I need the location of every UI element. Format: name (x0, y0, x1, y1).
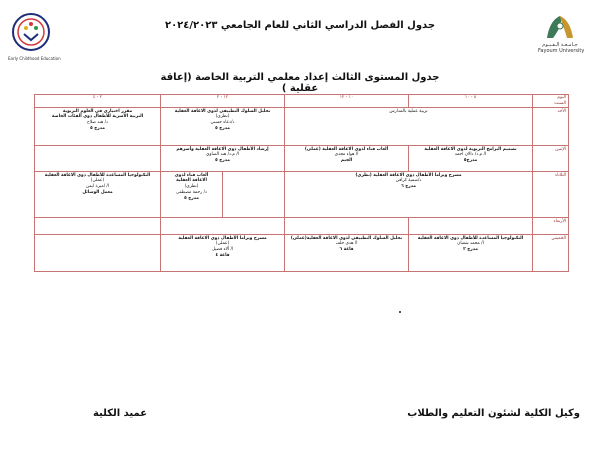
day-label-monday: الإثنين (533, 145, 569, 171)
course-type: (نظري) (184, 184, 199, 190)
logo-caption-arabic: جـامـعـة الـفـيـوم (542, 42, 578, 48)
room: مدرج٥ (463, 158, 478, 164)
table-row (35, 145, 569, 171)
monday-slot-2-cell (285, 145, 409, 171)
course-name: إرشاد الأطفال ذوي الاعاقة العقلية وأسرهم (176, 146, 269, 152)
day-label-thursday: الخميس (533, 234, 569, 271)
instructor: ا/ هواء مجدي (334, 152, 359, 158)
sunday-slot-4-cell (35, 107, 161, 145)
tuesday-slot-3b-cell (161, 171, 223, 217)
fayoum-university-logo (538, 12, 585, 64)
sunday-practicum-cell (285, 107, 533, 145)
course-name: ألعاب فناء لذوي (174, 172, 209, 178)
thursday-slot-4-cell (35, 234, 161, 271)
vice-dean-signature: وكيل الكلية لشئون التعليم والطلاب (407, 408, 580, 419)
instructor: ا/ هدى خلف (335, 241, 358, 247)
table-row (35, 171, 569, 217)
instructor: د/سمية كرافي (395, 178, 422, 184)
course-type: (عملي) (215, 241, 230, 247)
instructor: ا/ م.د/ دالان احمد (454, 152, 487, 158)
course-name-line-2: التربية الأسرية للأطفال ذوي الفئات الخاصة (51, 114, 144, 120)
monday-slot-3-cell (161, 145, 285, 171)
instructor: ا/ ألاء فضيل (211, 247, 234, 253)
course-name: التكنولوجيا المساعدة للأطفال ذوي الاعاقة العقلية (44, 172, 151, 178)
slot-header-4: ٢ - ٤ (35, 95, 161, 108)
instructor: د/ رحمة مصطفى (176, 189, 207, 195)
logo-caption-english: Fayoum University (538, 48, 585, 54)
instructor: د/دعاء حسني (210, 120, 235, 126)
instructor: ا/ اميرة ايمن (86, 184, 109, 190)
cell-line: تربية عملية بالمدارس (389, 108, 428, 114)
course-name-line-2: الاعاقة العقلية (176, 178, 207, 184)
monday-slot-4-cell (35, 145, 161, 171)
course-name: مقرر اختياري في العلوم التربوية (62, 108, 133, 114)
tuesday-slot-1-2-cell (285, 171, 533, 217)
room: مدرج ٥ (90, 125, 105, 131)
day-label-sunday: الأحد (533, 107, 569, 145)
sunday-slot-3-cell (161, 107, 285, 145)
course-name: مسرح وبراما الأطفال ذوي الاعاقة العقلية (نظري) (355, 172, 462, 178)
course-name: مسرح وبراما الأطفال ذوي الاعاقة العقلية (178, 235, 267, 241)
day-label-tuesday: الثلاثاء (533, 171, 569, 217)
table-row (35, 107, 569, 145)
monday-slot-1-cell (409, 145, 533, 171)
course-type: (نظري) (215, 114, 230, 120)
table-row (35, 217, 569, 234)
room: الجيم (340, 158, 353, 164)
early-childhood-education-logo (8, 12, 61, 64)
wednesday-slot-2-cell (285, 217, 409, 234)
room: معمل الوسائل (82, 189, 113, 195)
fayoum-emblem-icon (543, 12, 577, 42)
thursday-slot-1-cell (409, 234, 533, 271)
instructor: ا/ م.د/ هند الصاوي (206, 152, 239, 158)
course-name: تحليل السلوك التطبيقي لذوي الاعاقة العقلية (174, 108, 271, 114)
instructor: ا/ محمد شعبان (457, 241, 484, 247)
day-header-cell (533, 95, 569, 108)
schedule-table (34, 94, 569, 272)
course-name: تصميم البرامج التربوية لذوي الاعاقة العقلية (424, 146, 517, 152)
dean-signature: عميد الكلية (92, 408, 148, 419)
slot-header-3: ١٢ - ٢ (161, 95, 285, 108)
wednesday-slot-4-cell (35, 217, 161, 234)
course-name: تحليل السلوك التطبيقي لذوي الاعاقة العقلية(عملي) (290, 235, 403, 241)
table-row (35, 234, 569, 271)
instructor: د/ هند صلاح (87, 120, 108, 126)
wednesday-slot-1-cell (409, 217, 533, 234)
thursday-slot-2-cell (285, 234, 409, 271)
table-header-row (35, 95, 569, 108)
day-header-label: اليوم (557, 95, 567, 100)
room: مدرج ٥ (184, 195, 199, 201)
faculty-emblem-icon (11, 12, 51, 52)
room: قاعة ٤ (215, 252, 230, 258)
thursday-slot-3-cell (161, 234, 285, 271)
room: قاعة ٦ (339, 247, 354, 253)
room: مدرج ٣ (463, 247, 478, 253)
logo-caption: Early Childhood Education (8, 56, 61, 61)
tuesday-slot-3a-cell (223, 171, 285, 217)
course-type: (عملي) (90, 178, 105, 184)
slot-header-1: ٨ - ١٠ (409, 95, 533, 108)
course-name: التكنولوجيا المساعدة للأطفال ذوي الاعاقة العقلية (417, 235, 524, 241)
room: مدرج ٦ (401, 184, 416, 190)
room: مدرج ٥ (215, 158, 230, 164)
tuesday-slot-4-cell (35, 171, 161, 217)
document-title: جدول الفصل الدراسي الثاني للعام الجامعي ٢٠٢٤/٢٠٢٣ (164, 20, 436, 31)
wednesday-slot-3-cell (161, 217, 285, 234)
stray-dot (399, 311, 401, 313)
day-label-wednesday: الأربعاء (533, 217, 569, 234)
table-title: جدول المستوى الثالث إعداد معلمي التربية الخاصة (إعاقة عقلية ) (160, 72, 440, 94)
room: مدرج ٥ (215, 125, 230, 131)
day-label-saturday: السبت (554, 100, 567, 106)
slot-header-2: ١٠ - ١٢ (285, 95, 409, 108)
course-name: ألعاب فناء لذوي الاعاقة العقلية (عملي) (304, 146, 389, 152)
